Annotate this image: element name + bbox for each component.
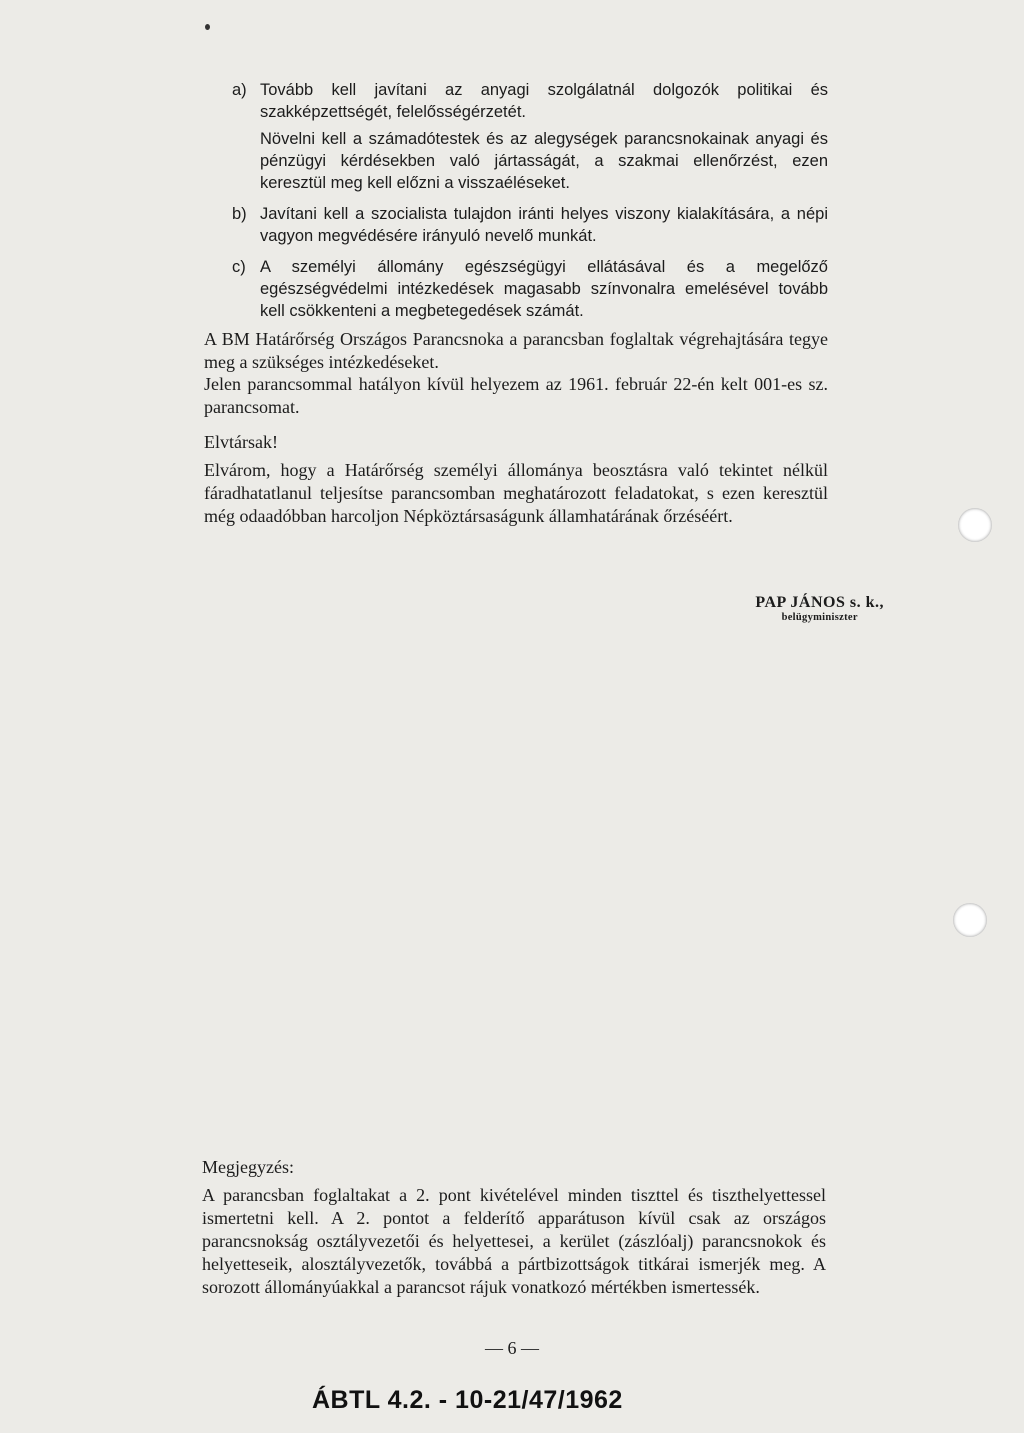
salutation: Elvtársak! <box>204 432 278 452</box>
page-number: — 6 — <box>485 1338 539 1358</box>
item-b-text: Javítani kell a szocialista tulajdon iránti helyes viszony kialakítására, a népi vagyon megvédésére irányuló nevelő munkát. <box>260 205 828 245</box>
item-b-label: b) <box>232 205 247 223</box>
item-a-label: a) <box>232 81 247 99</box>
item-c-text: A személyi állomány egészségügyi ellátásával és a megelőző egészségvédelmi intézkedések magasabb színvonalra emelésével tovább kell csökkenteni a megbetegedések számát. <box>260 258 828 320</box>
note-heading: Megjegyzés: <box>202 1157 294 1177</box>
ink-speck <box>205 24 210 30</box>
archive-stamp: ÁBTL 4.2. - 10-21/47/1962 <box>312 1386 623 1414</box>
item-a-continuation: Növelni kell a számadótestek és az alegységek parancsnokainak anyagi és pénzügyi kérdésekben való jártasságát, a szakmai ellenőrzést, ezen keresztül meg kell előzni a visszaéléseket. <box>260 130 828 192</box>
note-text: A parancsban foglaltakat a 2. pont kivételével minden tiszttel és tiszthelyettessel ismertetni kell. A 2. pontot a felderítő apparátuson kívül csak az országos parancsnokság osztályvezetői és helyettesei, a kerület (zászlóalj) parancsnokok és helyetteseik, alosztályvezetők, továbbá a pártbizottságok titkárai ismerjék meg. A sorozott állományúakkal a parancsot rájuk vonatkozó mértékben ismertessék. <box>202 1185 826 1297</box>
paragraph-command: A BM Határőrség Országos Parancsnoka a parancsban foglaltak végrehajtására tegye meg a szükséges intézkedéseket. <box>204 329 828 372</box>
paragraph-revocation: Jelen parancsommal hatályon kívül helyezem az 1961. február 22-én kelt 001-es sz. parancsomat. <box>204 374 828 417</box>
signatory-title: belügyminiszter <box>781 612 858 623</box>
punch-hole-top <box>958 508 992 542</box>
paragraph-closing: Elvárom, hogy a Határőrség személyi állománya beosztásra való tekintet nélkül fáradhatatlanul teljesítse parancsomban meghatározott feladatokat, s ezen keresztül még odaadóbban harcoljon Népköztársaságunk államhatárának őrzéséért. <box>204 460 828 526</box>
signature-block <box>755 594 884 623</box>
signatory-name: PAP JÁNOS s. k., <box>755 594 884 611</box>
punch-hole-bottom <box>953 903 987 937</box>
item-a-text: Tovább kell javítani az anyagi szolgálatnál dolgozók politikai és szakképzettségét, felelősségérzetét. <box>260 81 828 121</box>
item-c-label: c) <box>232 258 246 276</box>
